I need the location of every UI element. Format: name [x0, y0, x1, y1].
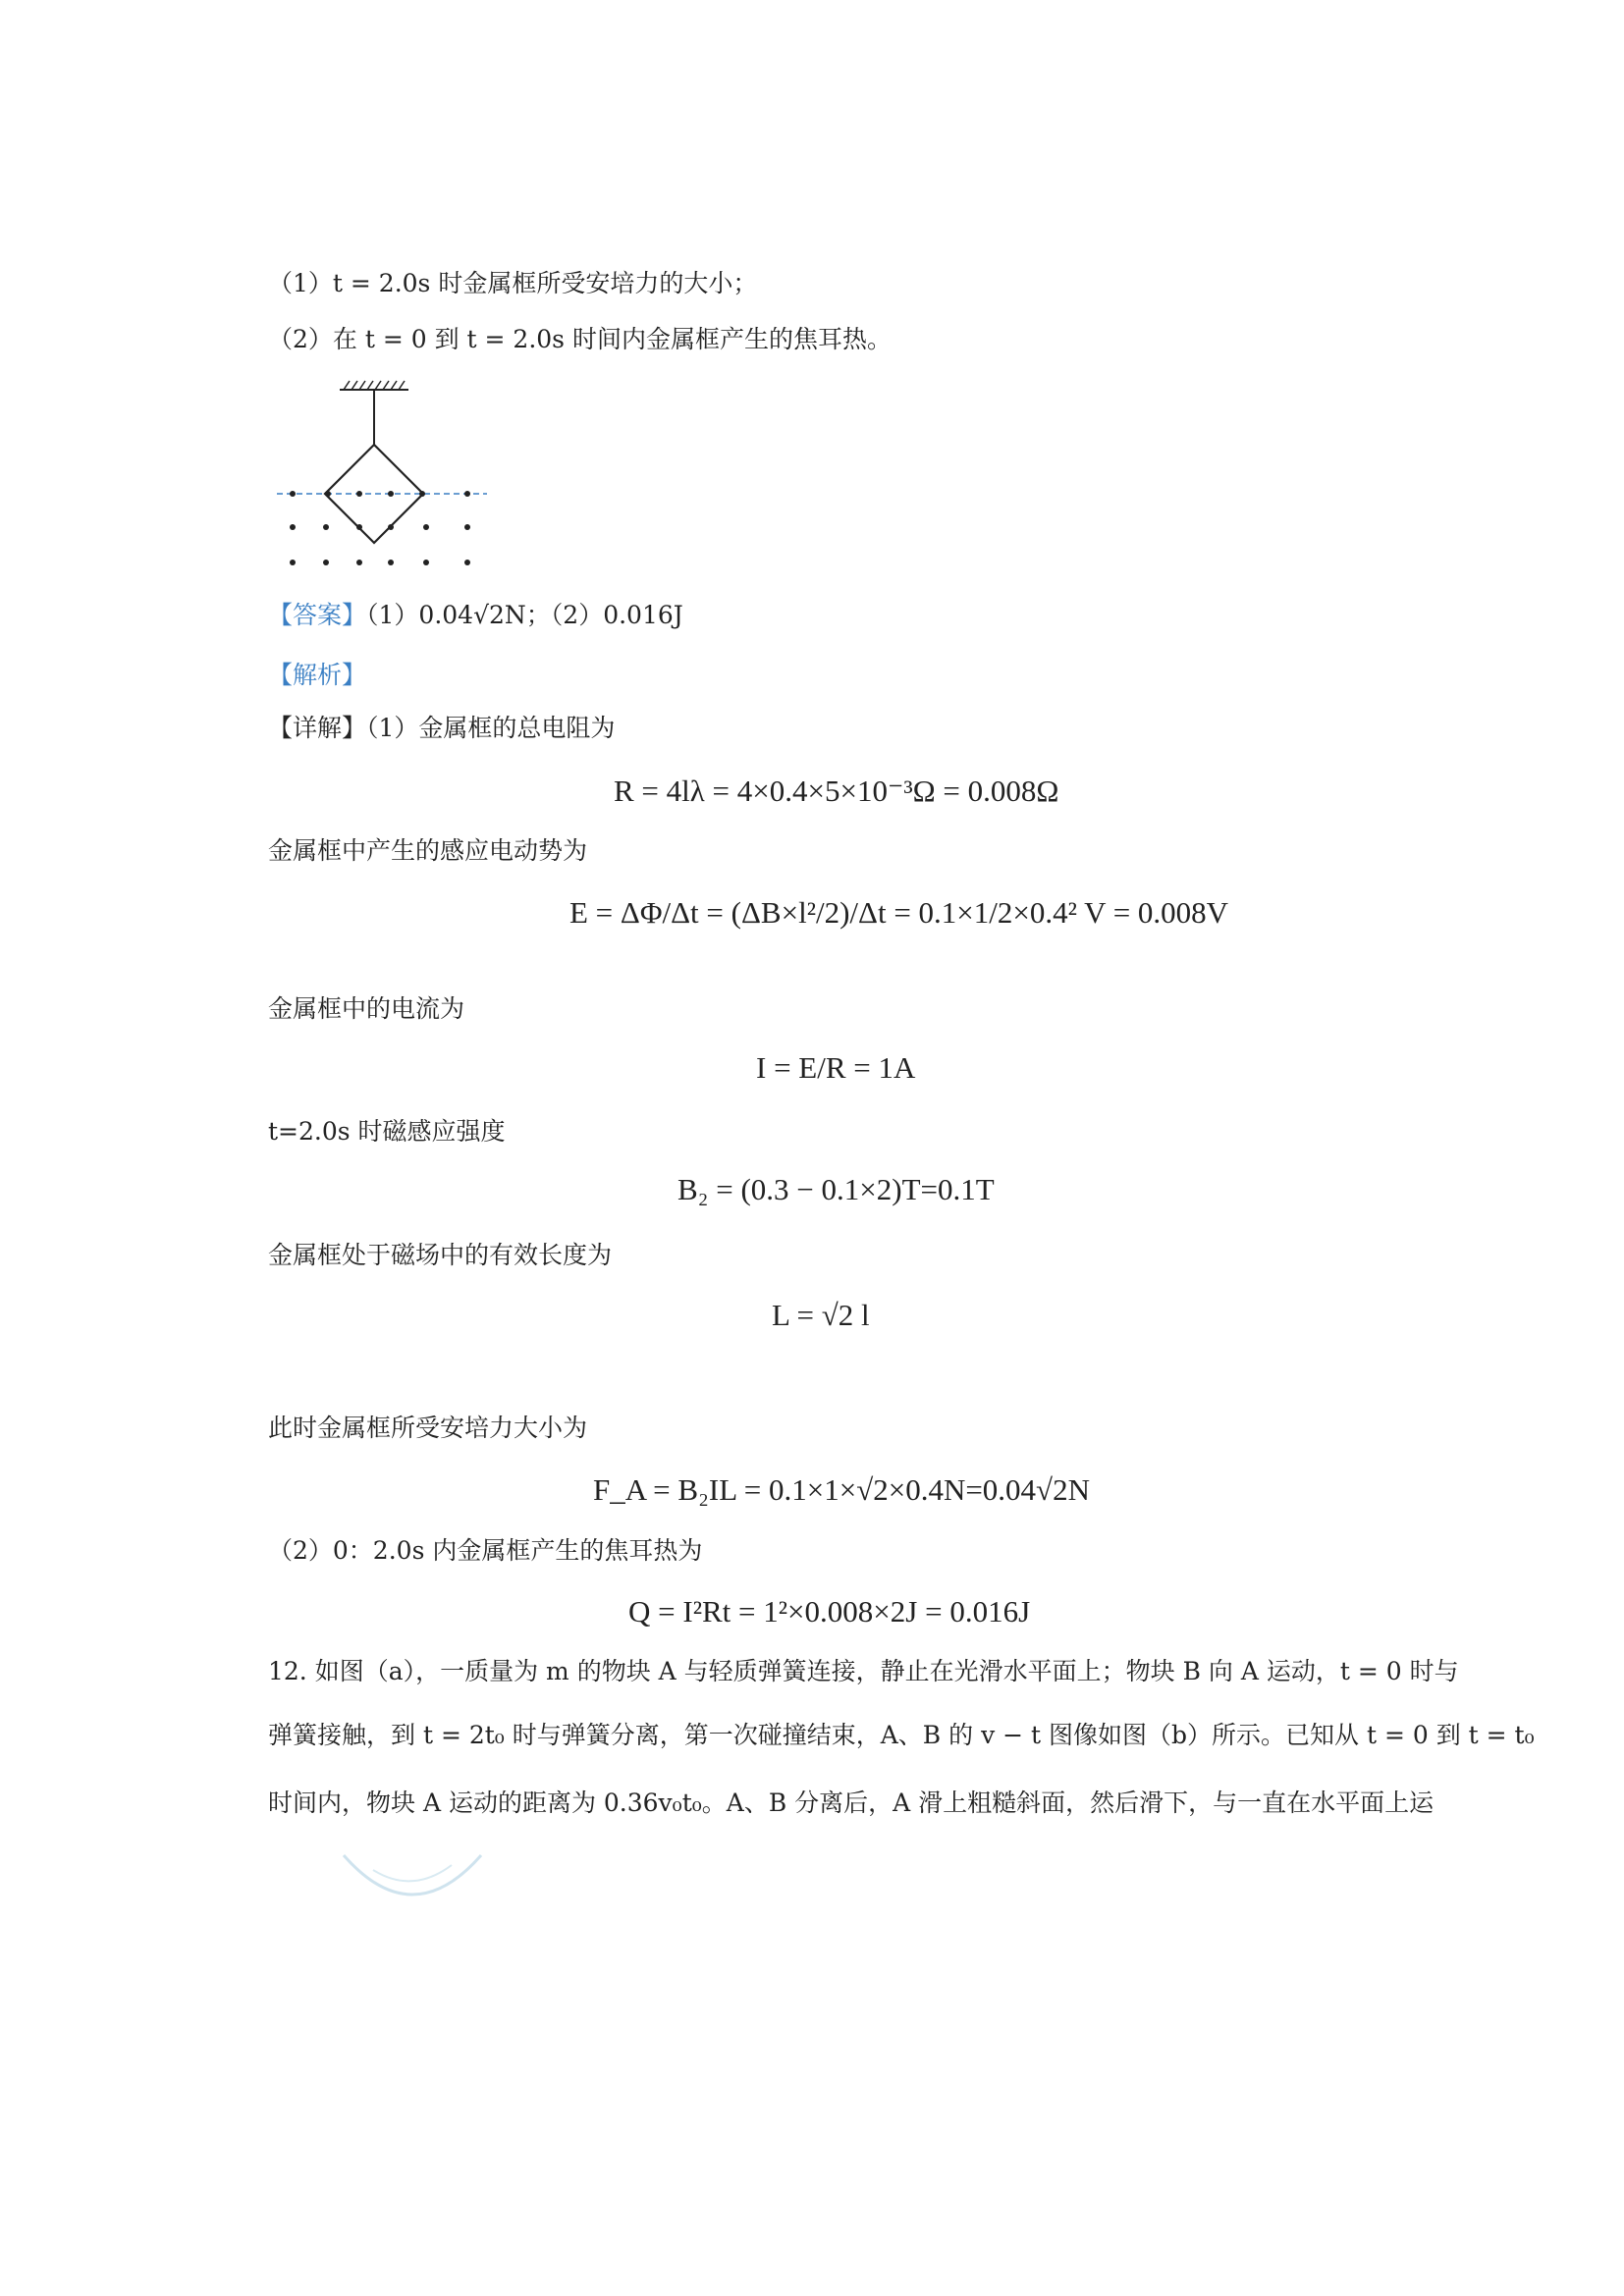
watermark-logo: [334, 1850, 491, 1919]
answer-tag: 【答案】: [268, 601, 367, 629]
joule-heat-line: （2）0：2.0s 内金属框产生的焦耳热为: [268, 1536, 703, 1565]
equation-emf: E = ΔΦ/Δt = (ΔB×l²/2)/Δt = 0.1×1/2×0.4² V = 0.008V: [569, 895, 1229, 930]
field-strength-line: t=2.0s 时磁感应强度: [268, 1117, 506, 1146]
field-dots: [290, 491, 470, 565]
answer-text: （1）0.04√2N；（2）0.016J: [366, 601, 683, 629]
current-line: 金属框中的电流为: [268, 994, 465, 1023]
effective-length-line: 金属框处于磁场中的有效长度为: [268, 1241, 613, 1269]
detail-text: （1）金属框的总电阻为: [366, 714, 616, 742]
equation-length: L = √2 l: [772, 1298, 870, 1332]
magnetic-field-diagram: [265, 378, 501, 574]
equation-resistance: R = 4lλ = 4×0.4×5×10⁻³Ω = 0.008Ω: [614, 774, 1059, 808]
problem-12-line-3: 时间内，物块 A 运动的距离为 0.36v₀t₀。A、B 分离后，A 滑上粗糙斜面，然后滑下，与一直在水平面上运: [268, 1789, 1435, 1817]
answer-line: [268, 601, 683, 630]
equation-heat: Q = I²Rt = 1²×0.008×2J = 0.016J: [628, 1594, 1031, 1629]
problem-12-line-1: 12. 如图（a），一质量为 m 的物块 A 与轻质弹簧连接，静止在光滑水平面上；物块 B 向 A 运动，t = 0 时与: [268, 1657, 1459, 1685]
question-1-line: （1）t = 2.0s 时金属框所受安培力的大小；: [268, 269, 758, 297]
problem-12-line-2: 弹簧接触，到 t = 2t₀ 时与弹簧分离，第一次碰撞结束，A、B 的 v − t 图像如图（b）所示。已知从 t = 0 到 t = t₀: [268, 1721, 1535, 1749]
equation-current: I = E/R = 1A: [756, 1050, 916, 1085]
detail-line: [268, 714, 615, 743]
emf-line: 金属框中产生的感应电动势为: [268, 836, 588, 865]
equation-force: F_A = B₂IL = 0.1×1×√2×0.4N=0.04√2N: [593, 1472, 1090, 1507]
question-2-line: （2）在 t = 0 到 t = 2.0s 时间内金属框产生的焦耳热。: [268, 325, 892, 353]
equation-field: B₂ = (0.3 − 0.1×2)T=0.1T: [677, 1172, 995, 1206]
analysis-tag: 【解析】: [268, 661, 367, 689]
detail-tag: 【详解】: [268, 714, 367, 742]
force-line: 此时金属框所受安培力大小为: [268, 1414, 588, 1442]
ceiling-hatch: [344, 381, 405, 390]
